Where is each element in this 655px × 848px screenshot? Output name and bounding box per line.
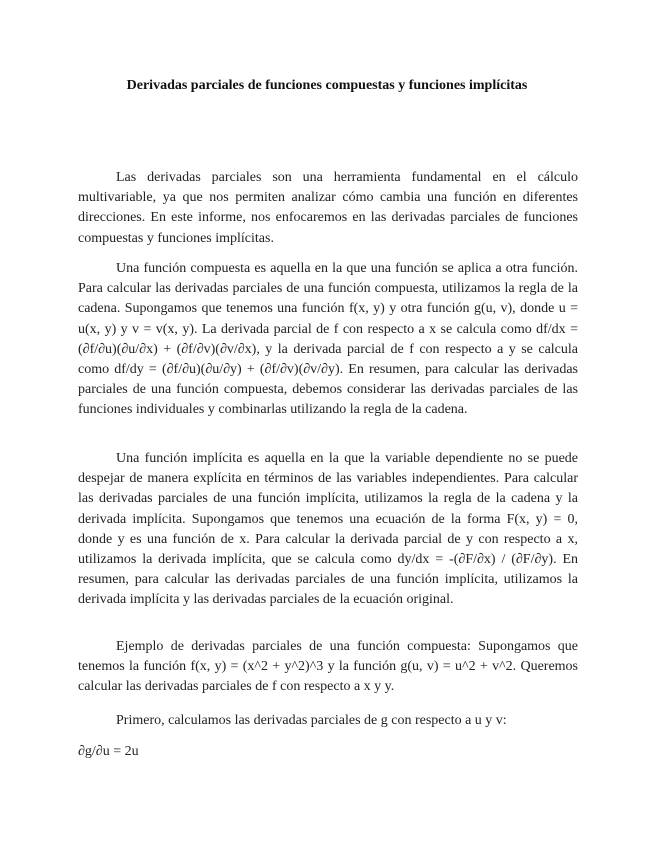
paragraph-first-step: [78, 711, 578, 731]
equation-text: ∂g/∂u = 2u: [78, 744, 139, 759]
paragraph-composite-function: [78, 259, 578, 421]
paragraph-implicit-function: [78, 449, 578, 611]
paragraph-example: [78, 637, 578, 698]
paragraph-text: Una función implícita es aquella en la que la variable dependiente no se puede despejar de manera explícita en términos de las variables independientes. Para calcular las derivadas parciales de una función implícita, utilizamos la regla de la cadena y la derivada implícita. Supongamos que tenemos una ecuación de la forma F(x, y) = 0, donde y es una función de x. Para calcular la derivada parcial de y con respecto a x, utilizamos la derivada implícita, que se calcula como dy/dx = -(∂F/∂x) / (∂F/∂y). En resumen, para calcular las derivadas parciales de una función implícita, utilizamos la derivada implícita y las derivadas parciales de la ecuación original.: [78, 451, 578, 608]
paragraph-text: Las derivadas parciales son una herramienta fundamental en el cálculo multivariable, ya que nos permiten analizar cómo cambia una función en diferentes direcciones. En este informe, nos enfocaremos en las derivadas parciales de funciones compuestas y funciones implícitas.: [78, 170, 578, 246]
paragraph-text: Primero, calculamos las derivadas parciales de g con respecto a u y v:: [116, 713, 507, 728]
document-title: Derivadas parciales de funciones compuestas y funciones implícitas: [126, 78, 528, 93]
paragraph-text: Ejemplo de derivadas parciales de una función compuesta: Supongamos que tenemos la función f(x, y) = (x^2 + y^2)^3 y la función g(u, v) = u^2 + v^2. Queremos calcular las derivadas parciales de f con respecto a x y y.: [78, 639, 578, 695]
equation-line: [78, 742, 578, 762]
paragraph-intro: [78, 168, 578, 249]
paragraph-text: Una función compuesta es aquella en la que una función se aplica a otra función. Para calcular las derivadas parciales de una función compuesta, utilizamos la regla de la cadena. Supongamos que tenemos una función f(x, y) y otra función g(u, v), donde u = u(x, y) y v = v(x, y). La derivada parcial de f con respecto a x se calcula como df/dx = (∂f/∂u)(∂u/∂x) + (∂f/∂v)(∂v/∂x), y la derivada parcial de f con respecto a y se calcula como df/dy = (∂f/∂u)(∂u/∂y) + (∂f/∂v)(∂v/∂y). En resumen, para calcular las derivadas parciales de una función compuesta, debemos considerar las derivadas parciales de las funciones individuales y combinarlas utilizando la regla de la cadena.: [78, 261, 578, 418]
